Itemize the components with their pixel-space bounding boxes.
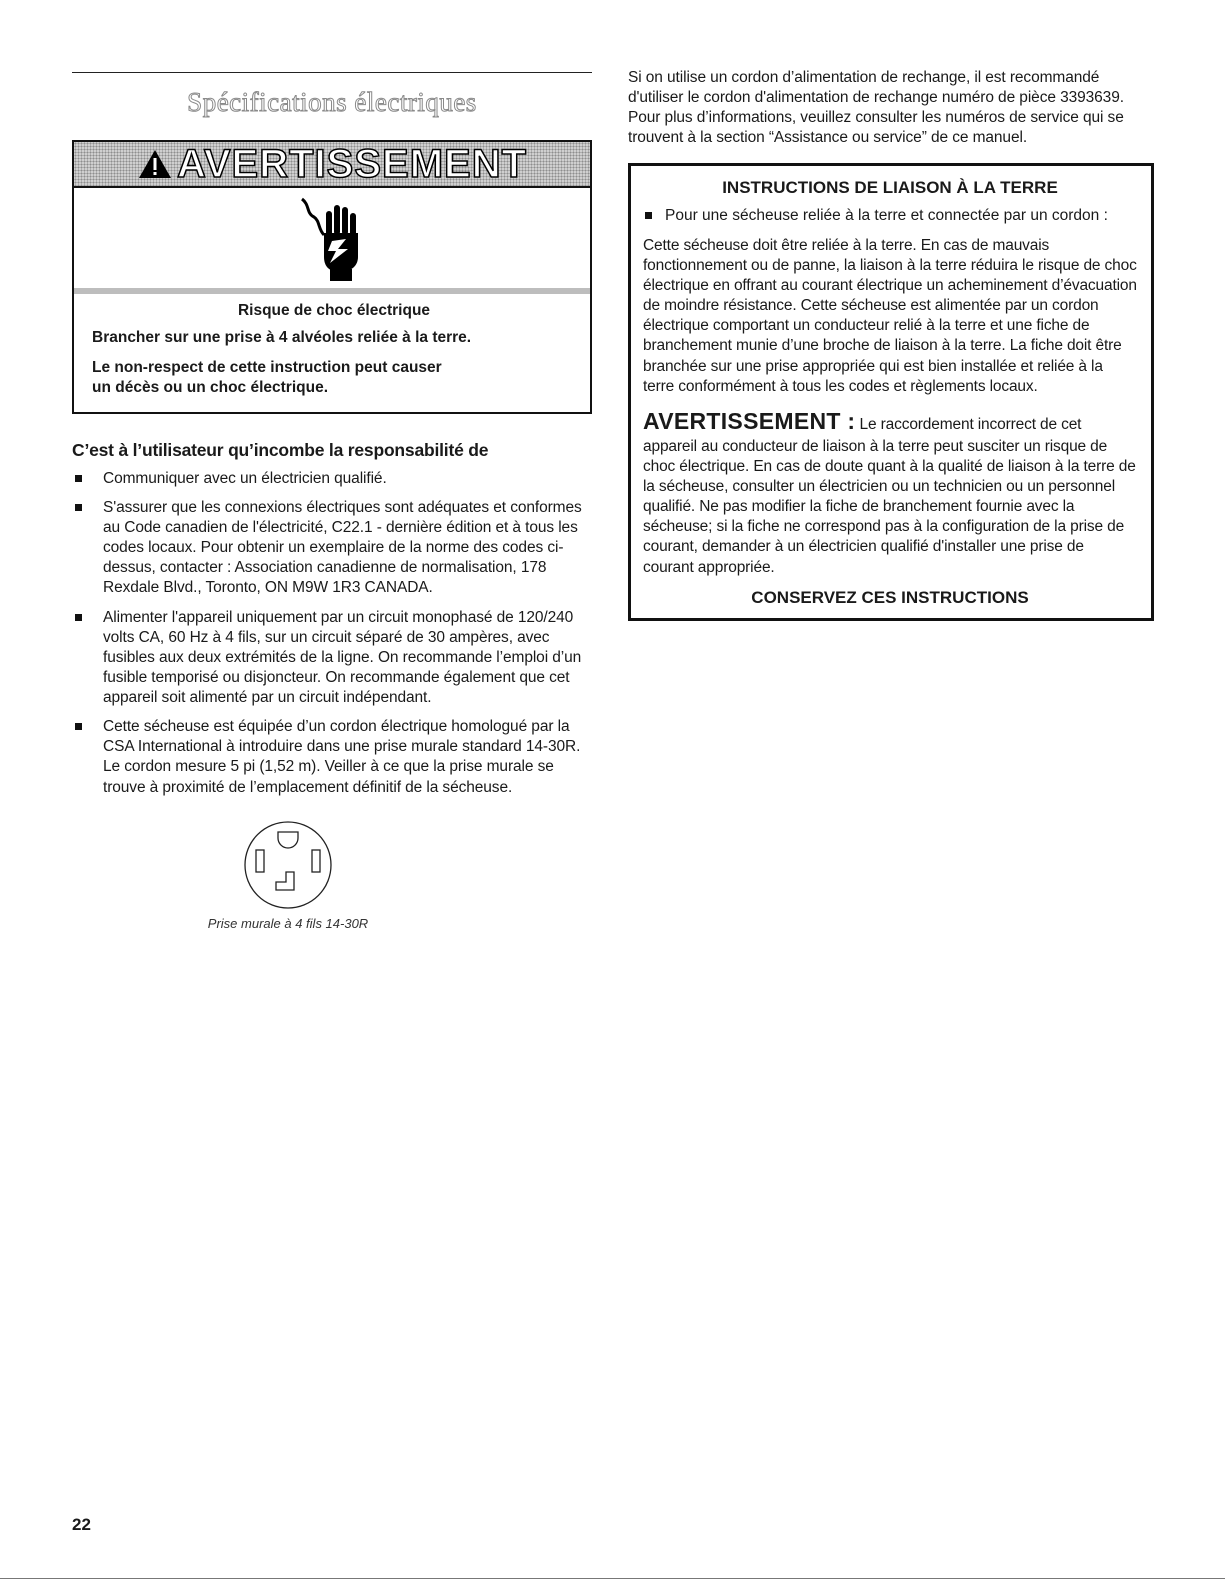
keep-instructions-footer: CONSERVEZ CES INSTRUCTIONS <box>751 587 1029 607</box>
warning-text <box>74 294 590 412</box>
section-title: Spécifications électriques <box>187 87 477 117</box>
warning-box <box>72 140 592 414</box>
warning-title <box>137 142 527 187</box>
list-item <box>72 498 592 599</box>
bullet-square-icon <box>75 614 82 621</box>
grounding-paragraph: Cette sécheuse doit être reliée à la terre. En cas de mauvais fonctionnement ou de panne, la liaison à la terre réduira le risque de choc électrique en offrant au courant électrique un acheminement d’évacuation de moindre résistance. Cette sécheuse est alimentée par un cordon électrique comportant un conducteur relié à la terre et une fiche de branchement munie d’une broche de liaison à la terre. La fiche doit être branchée sur une prise appropriée qui est bien installée et reliée à la terre conformément à tous les codes et règlements locaux. <box>643 236 1137 395</box>
bottom-rule <box>0 1578 1225 1579</box>
grounding-title: INSTRUCTIONS DE LIAISON À LA TERRE <box>722 177 1058 197</box>
list-item-text: Communiquer avec un électricien qualifié. <box>103 469 387 487</box>
figure-caption: Prise murale à 4 fils 14-30R <box>207 915 369 931</box>
outlet-figure <box>72 820 592 931</box>
warning-icon-area <box>74 188 590 294</box>
warning-line-connect: Brancher sur une prise à 4 alvéoles reliée à la terre. <box>92 329 472 346</box>
list-item-text: Cette sécheuse est équipée d’un cordon électrique homologué par la CSA International à introduire dans une prise murale standard 14-30R. Le cordon mesure 5 pi (1,52 m). Veiller à ce que la prise murale se trouve à proximité de l’emplacement définitif de la sécheuse. <box>103 718 581 796</box>
warning-title-text: AVERTISSEMENT <box>176 141 528 186</box>
bullet-square-icon <box>645 212 652 219</box>
replacement-cord-paragraph: Si on utilise un cordon d’alimentation de rechange, il est recommandé d'utiliser le cordon d'alimentation de rechange numéro de pièce 3393639. Pour plus d’informations, veuillez consulter les numéros de service qui se trouvent à la section “Assistance ou service” de ce manuel. <box>628 69 1124 147</box>
grounding-bullet <box>643 206 1137 226</box>
bullet-square-icon <box>75 504 82 511</box>
top-rule <box>72 72 592 73</box>
list-item-text: S'assurer que les connexions électriques sont adéquates et conformes au Code canadien de l'électricité, C22.1 - dernière édition et à tous les codes locaux. Pour obtenir un exemplaire de la norme des codes ci-dessus, contacter : Association canadienne de normalisation, 178 Rexdale Blvd., Toronto, ON M9W 1R3 CANADA. <box>103 498 582 597</box>
responsibility-heading: C’est à l’utilisateur qu’incombe la responsabilité de <box>72 439 489 460</box>
list-item <box>72 608 592 709</box>
list-item <box>72 469 592 489</box>
responsibility-list <box>72 469 592 798</box>
right-column <box>628 68 1153 621</box>
grounding-warning-text: Le raccordement incorrect de cet appareil au conducteur de liaison à la terre peut susciter un risque de choc électrique. En cas de doute quant à la qualité de liaison à la terre de la sécheuse, consulter un électricien ou un technicien ou un personnel qualifié. Ne pas modifier la fiche de branchement fournie avec la sécheuse; si la fiche ne correspond pas à la configuration de la prise de courant, demander à un électricien qualifié d'installer une prise de courant appropriée. <box>643 415 1136 576</box>
warning-triangle-icon <box>137 148 173 180</box>
grounding-bullet-text: Pour une sécheuse reliée à la terre et connectée par un cordon : <box>665 206 1108 224</box>
warning-line-3: Le non-respect de cette instruction peut causer <box>92 359 442 376</box>
list-item <box>72 717 592 798</box>
grounding-warning <box>643 407 1137 578</box>
page-number: 22 <box>72 1515 91 1534</box>
wall-outlet-14-30r-icon <box>238 820 338 910</box>
grounding-instructions-box <box>628 163 1154 621</box>
warning-line-4: un décès ou un choc électrique. <box>92 378 328 396</box>
list-item-text: Alimenter l'appareil uniquement par un circuit monophasé de 120/240 volts CA, 60 Hz à 4 fils, sur un circuit séparé de 30 ampères, avec fusibles aux deux extrémités de la ligne. On recommande l’emploi d’un fusible temporisé ou disjoncteur. On recommande également que cet appareil soit alimenté par un circuit indépendant. <box>103 608 582 707</box>
warning-banner <box>74 142 590 188</box>
grounding-warning-label: AVERTISSEMENT : <box>643 407 856 434</box>
electric-shock-hand-icon <box>296 195 368 281</box>
left-column <box>72 72 592 931</box>
bullet-square-icon <box>75 475 82 482</box>
warning-line-risk: Risque de choc électrique <box>237 302 431 319</box>
warning-line-consequence <box>92 358 576 398</box>
bullet-square-icon <box>75 723 82 730</box>
